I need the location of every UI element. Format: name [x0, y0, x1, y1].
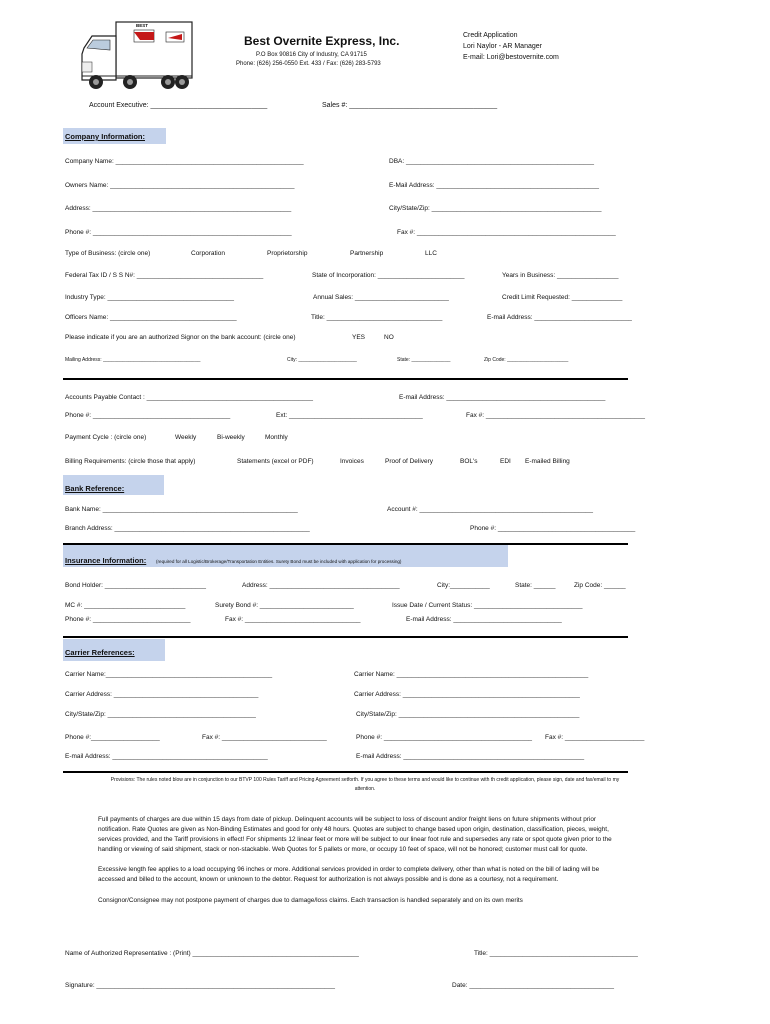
insurance-city-field[interactable]: City:___________: [437, 582, 490, 589]
company-name: Best Overnite Express, Inc.: [244, 34, 400, 48]
carrier-section-header: [63, 639, 165, 661]
insurance-phone-field[interactable]: Phone #: ___________________________: [65, 616, 191, 623]
bank-account-field[interactable]: Account #: ________________________________________________: [387, 506, 594, 513]
provisions-intro: Provisions: The rules noted blow are in conjunction to our BTVP 100 Rules Tariff and Pricing Agreement setforth. If you agree to these terms and would like to continue with th credit application, please sign, date and fax/email to my attention.: [110, 777, 620, 792]
business-type-proprietorship[interactable]: Proprietorship: [267, 250, 308, 257]
state-incorporation-field[interactable]: State of Incorporation: ________________________: [312, 272, 465, 279]
carrier1-phone-field[interactable]: Phone #:___________________: [65, 734, 160, 741]
insurance-section-header: [63, 545, 508, 567]
carrier2-address-field[interactable]: Carrier Address: _________________________________________________: [354, 691, 580, 698]
company-email-field[interactable]: E-Mail Address: _____________________________________________: [389, 182, 599, 189]
insurance-section-note: (required for all Logistic/Brokerage/Transportation Entities. Surety Bond must be included with application for processing): [156, 559, 402, 564]
issue-date-field[interactable]: Issue Date / Current Status: ______________________________: [392, 602, 583, 609]
bank-name-field[interactable]: Bank Name: ______________________________________________________: [65, 506, 298, 513]
carrier2-name-field[interactable]: Carrier Name: _____________________________________________________: [354, 671, 589, 678]
payment-cycle-biweekly[interactable]: Bi-weekly: [217, 434, 245, 441]
ap-ext-field[interactable]: Ext: _____________________________________: [276, 412, 423, 419]
insurance-email-field[interactable]: E-mail Address: ______________________________: [406, 616, 562, 623]
carrier1-fax-field[interactable]: Fax #: _____________________________: [202, 734, 327, 741]
ap-fax-field[interactable]: Fax #: ____________________________________________: [466, 412, 645, 419]
business-type-corporation[interactable]: Corporation: [191, 250, 225, 257]
ap-contact-field[interactable]: Accounts Payable Contact : ______________________________________________: [65, 394, 313, 401]
billing-edi[interactable]: EDI: [500, 458, 511, 465]
carrier2-email-field[interactable]: E-mail Address: __________________________________________________: [356, 753, 585, 760]
annual-sales-field[interactable]: Annual Sales: __________________________: [313, 294, 449, 301]
dba-field[interactable]: DBA: ____________________________________________________: [389, 158, 594, 165]
payment-cycle-label: Payment Cycle : (circle one): [65, 434, 147, 441]
truck-logo-text: BEST: [136, 23, 149, 28]
officer-email-field[interactable]: E-mail Address: ___________________________: [487, 314, 632, 321]
section-divider: [63, 771, 628, 773]
business-type-llc[interactable]: LLC: [425, 250, 437, 257]
sales-field[interactable]: Sales #: ______________________________________: [322, 102, 498, 109]
branch-address-field[interactable]: Branch Address: ______________________________________________________: [65, 525, 310, 532]
billing-bols[interactable]: BOL's: [460, 458, 478, 465]
section-divider: [63, 378, 628, 380]
carrier1-city-field[interactable]: City/State/Zip: _________________________________________: [65, 711, 256, 718]
credit-contact: Lori Naylor - AR Manager: [463, 43, 542, 50]
section-divider: [63, 636, 628, 638]
provisions-body-3: Consignor/Consignee may not postpone payment of charges due to damage/loss claims. Each transaction is handled separately and on its own merits: [98, 897, 523, 904]
company-phone-field[interactable]: Phone #: _______________________________________________________: [65, 229, 292, 236]
company-name-field[interactable]: Company Name: ____________________________________________________: [65, 158, 304, 165]
payment-cycle-monthly[interactable]: Monthly: [265, 434, 288, 441]
carrier1-email-field[interactable]: E-mail Address: ___________________________________________: [65, 753, 268, 760]
officers-name-field[interactable]: Officers Name: ___________________________________: [65, 314, 237, 321]
billing-emailed[interactable]: E-mailed Billing: [525, 458, 570, 465]
mc-number-field[interactable]: MC #: ____________________________: [65, 602, 186, 609]
date-field[interactable]: Date: ________________________________________: [452, 982, 614, 989]
insurance-address-field[interactable]: Address: ____________________________________: [242, 582, 400, 589]
credit-title: Credit Application: [463, 32, 518, 39]
carrier2-phone-field[interactable]: Phone #: _________________________________________: [356, 734, 533, 741]
carrier2-city-field[interactable]: City/State/Zip: __________________________________________________: [356, 711, 580, 718]
account-executive-field[interactable]: Account Executive: ______________________________: [89, 102, 268, 109]
company-section-header: [63, 128, 166, 144]
insurance-fax-field[interactable]: Fax #: ________________________________: [225, 616, 361, 623]
years-in-business-field[interactable]: Years in Business: _________________: [502, 272, 619, 279]
provisions-body-2: Excessive length fee applies to a load occupying 96 inches or more. Additional services provided in order to complete delivery, other than what is noted on the bill of lading will be accessed and billed to the account, known or unknown to the debtor. Request for authorization is not always possible and is done as a courtesy, not a requirement.: [98, 866, 600, 883]
carrier1-address-field[interactable]: Carrier Address: ________________________________________: [65, 691, 259, 698]
carrier2-fax-field[interactable]: Fax #: ______________________: [545, 734, 645, 741]
provisions-body-1: Full payments of charges are due within 15 days from date of pickup. Delinquent accounts will be subject to loss of discount and/or freight liens on future shipments without prior notification. Rate Quotes are given as Non-Binding Estimates and good for only 48 hours. Quotes are subject to change based upon origin, destination, classification, pieces, weight, services provided, and the Tariff provisions in effect! For shipments 12 linear feet or more will be subject to our linear foot rule and supersedes any rate or spot quote given prior to the handling or viewing of said shipment, stack or non-stackable. Web Quotes for 5 pallets or more, or occupy 10 feet of space, will not be honored; customer must call for quote.: [98, 816, 612, 853]
mailing-state-field[interactable]: State: ______________: [397, 357, 451, 363]
billing-requirements-label: Billing Requirements: (circle those that apply): [65, 458, 196, 465]
signer-no[interactable]: NO: [384, 334, 394, 341]
mailing-address-field[interactable]: Mailing Address: ___________________________________: [65, 357, 201, 363]
bank-section-title: Bank Reference:: [65, 484, 125, 493]
signer-yes[interactable]: YES: [352, 334, 366, 341]
insurance-zip-field[interactable]: Zip Code: ______: [574, 582, 626, 589]
surety-bond-field[interactable]: Surety Bond #: __________________________: [215, 602, 354, 609]
ap-phone-field[interactable]: Phone #: ______________________________________: [65, 412, 231, 419]
carrier1-name-field[interactable]: Carrier Name:______________________________________________: [65, 671, 273, 678]
rep-title-field[interactable]: Title: _________________________________________: [474, 950, 638, 957]
mailing-city-field[interactable]: City: _____________________: [287, 357, 357, 363]
owners-name-field[interactable]: Owners Name: ___________________________________________________: [65, 182, 295, 189]
credit-limit-field[interactable]: Credit Limit Requested: ______________: [502, 294, 623, 301]
company-phone: Phone: (626) 256-0550 Ext. 433 / Fax: (626) 283-5793: [236, 61, 381, 67]
company-address-field[interactable]: Address: _______________________________________________________: [65, 205, 292, 212]
company-section-title: Company Information:: [65, 132, 145, 141]
billing-invoices[interactable]: Invoices: [340, 458, 364, 465]
truck-logo: [78, 14, 194, 96]
industry-type-field[interactable]: Industry Type: ___________________________________: [65, 294, 235, 301]
company-city-state-zip-field[interactable]: City/State/Zip: _______________________________________________: [389, 205, 602, 212]
billing-proof-of-delivery[interactable]: Proof of Delivery: [385, 458, 434, 465]
company-address: P.O Box 90816 City of Industry, CA 91715: [256, 52, 367, 58]
insurance-section-title: Insurance Information:: [65, 556, 147, 565]
payment-cycle-weekly[interactable]: Weekly: [175, 434, 197, 441]
officer-title-field[interactable]: Title: ________________________________: [311, 314, 443, 321]
tax-id-field[interactable]: Federal Tax ID / S S N#: ___________________________________: [65, 272, 264, 279]
billing-statements[interactable]: Statements (excel or PDF): [237, 458, 314, 465]
credit-email: E-mail: Lori@bestovernite.com: [463, 54, 559, 61]
signer-question: Please indicate if you are an authorized Signor on the bank account: (circle one): [65, 334, 296, 341]
business-type-label: Type of Business: (circle one): [65, 250, 151, 257]
carrier-section-title: Carrier References:: [65, 648, 135, 657]
company-fax-field[interactable]: Fax #: _______________________________________________________: [397, 229, 616, 236]
bank-phone-field[interactable]: Phone #: ______________________________________: [470, 525, 636, 532]
business-type-partnership[interactable]: Partnership: [350, 250, 384, 257]
ap-email-field[interactable]: E-mail Address: ____________________________________________: [399, 394, 606, 401]
insurance-state-field[interactable]: State: ______: [515, 582, 556, 589]
bond-holder-field[interactable]: Bond Holder: ____________________________: [65, 582, 206, 589]
signature-field[interactable]: Signature: __________________________________________________________________: [65, 982, 336, 989]
mailing-zip-field[interactable]: Zip Code: ______________________: [484, 357, 569, 363]
bank-section-header: [63, 475, 164, 495]
rep-name-field[interactable]: Name of Authorized Representative : (Print) ______________________________________________: [65, 950, 359, 957]
